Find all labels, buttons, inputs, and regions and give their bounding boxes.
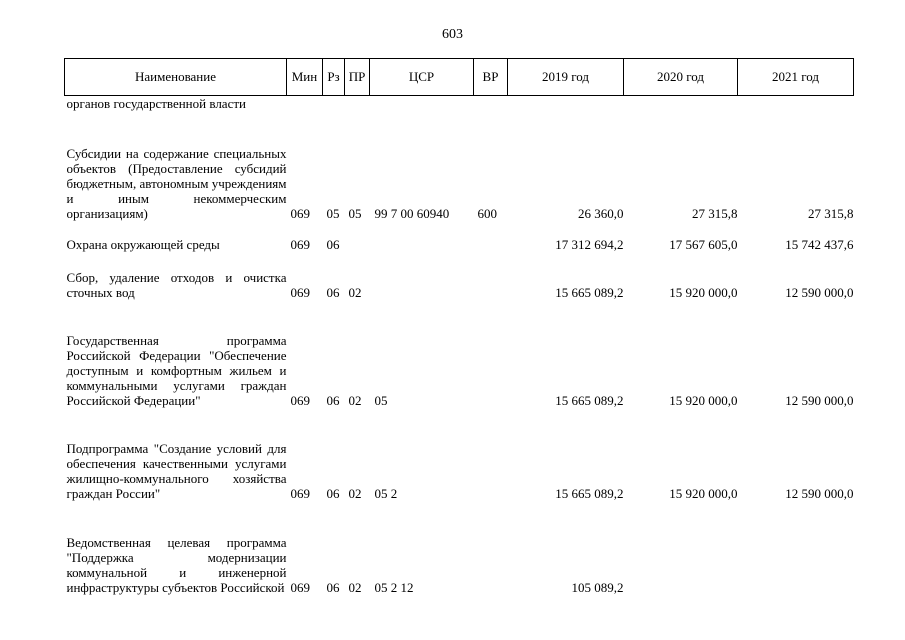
row-rz: 05 bbox=[326, 206, 340, 221]
row-2021 bbox=[738, 501, 854, 595]
row-csr: 05 2 bbox=[374, 486, 398, 501]
row-2019: 15 665 089,2 bbox=[555, 486, 624, 501]
row-name: Ведомственная целевая программа "Поддержка модернизации коммунальной и инженерной инфраструктуры субъектов Российской bbox=[66, 535, 287, 595]
row-min: 069 bbox=[290, 486, 310, 501]
row-min bbox=[287, 96, 323, 112]
row-2020: 27 315,8 bbox=[692, 206, 738, 221]
row-2020: 17 567 605,0 bbox=[669, 237, 738, 252]
row-rz: 06 bbox=[326, 285, 340, 300]
row-2020: 15 920 000,0 bbox=[669, 393, 738, 408]
row-min: 069 bbox=[290, 393, 310, 408]
table-row bbox=[65, 111, 854, 221]
row-min: 069 bbox=[290, 285, 310, 300]
header-vr: ВР bbox=[474, 59, 508, 96]
header-min: Мин bbox=[287, 59, 323, 96]
table-header-row bbox=[65, 59, 854, 96]
row-rz bbox=[323, 96, 345, 112]
row-vr bbox=[474, 300, 508, 408]
row-2021: 12 590 000,0 bbox=[785, 486, 854, 501]
row-2019: 15 665 089,2 bbox=[555, 285, 624, 300]
table-row bbox=[65, 501, 854, 595]
row-2020: 15 920 000,0 bbox=[669, 486, 738, 501]
header-2020: 2020 год bbox=[624, 59, 738, 96]
row-min: 069 bbox=[290, 206, 310, 221]
row-name: Сбор, удаление отходов и очистка сточных вод bbox=[66, 270, 287, 300]
row-min: 069 bbox=[290, 237, 310, 252]
row-csr bbox=[370, 252, 474, 300]
row-vr bbox=[474, 252, 508, 300]
row-csr: 05 bbox=[374, 393, 388, 408]
budget-table bbox=[64, 58, 854, 595]
row-2019: 17 312 694,2 bbox=[555, 237, 624, 252]
row-2021 bbox=[738, 96, 854, 112]
header-2021: 2021 год bbox=[738, 59, 854, 96]
row-name: органов государственной власти bbox=[66, 96, 246, 111]
row-name: Подпрограмма "Создание условий для обеспечения качественными услугами жилищно-коммунального хозяйства граждан России" bbox=[66, 441, 287, 501]
row-2021: 27 315,8 bbox=[808, 206, 854, 221]
header-name: Наименование bbox=[65, 59, 287, 96]
row-min: 069 bbox=[290, 580, 310, 595]
row-pr: 02 bbox=[348, 285, 362, 300]
row-2021: 15 742 437,6 bbox=[785, 237, 854, 252]
row-vr: 600 bbox=[477, 206, 497, 221]
row-pr: 02 bbox=[348, 580, 362, 595]
row-2019: 15 665 089,2 bbox=[555, 393, 624, 408]
row-pr bbox=[345, 221, 370, 252]
row-csr: 05 2 12 bbox=[374, 580, 414, 595]
table-row bbox=[65, 221, 854, 252]
row-csr bbox=[370, 221, 474, 252]
table-row bbox=[65, 408, 854, 501]
header-2019: 2019 год bbox=[508, 59, 624, 96]
row-name: Государственная программа Российской Федерации "Обеспечение доступным и комфортным жильем и коммунальными услугами граждан Российской Федерации" bbox=[66, 333, 287, 408]
row-vr bbox=[474, 221, 508, 252]
row-name: Субсидии на содержание специальных объектов (Предоставление субсидий бюджетным, автономным учреждениям и иным некоммерческим организациям) bbox=[66, 146, 287, 221]
row-2019: 26 360,0 bbox=[578, 206, 624, 221]
row-pr: 05 bbox=[348, 206, 362, 221]
row-rz: 06 bbox=[326, 580, 340, 595]
row-csr: 99 7 00 60940 bbox=[374, 206, 450, 221]
row-2021: 12 590 000,0 bbox=[785, 285, 854, 300]
table-row bbox=[65, 300, 854, 408]
row-2019 bbox=[508, 96, 624, 112]
header-rz: Рз bbox=[323, 59, 345, 96]
row-rz: 06 bbox=[326, 486, 340, 501]
page-number: 603 bbox=[442, 27, 463, 42]
row-vr bbox=[474, 408, 508, 501]
row-name: Охрана окружающей среды bbox=[66, 237, 220, 252]
row-2020 bbox=[624, 96, 738, 112]
row-pr bbox=[345, 96, 370, 112]
table-row bbox=[65, 252, 854, 300]
header-csr: ЦСР bbox=[370, 59, 474, 96]
row-rz: 06 bbox=[326, 237, 340, 252]
row-2020 bbox=[624, 501, 738, 595]
row-vr bbox=[474, 501, 508, 595]
table-row bbox=[65, 96, 854, 112]
header-pr: ПР bbox=[345, 59, 370, 96]
row-2019: 105 089,2 bbox=[571, 580, 624, 595]
row-vr bbox=[474, 96, 508, 112]
row-pr: 02 bbox=[348, 393, 362, 408]
row-rz: 06 bbox=[326, 393, 340, 408]
row-csr bbox=[370, 96, 474, 112]
row-2021: 12 590 000,0 bbox=[785, 393, 854, 408]
row-2020: 15 920 000,0 bbox=[669, 285, 738, 300]
row-pr: 02 bbox=[348, 486, 362, 501]
